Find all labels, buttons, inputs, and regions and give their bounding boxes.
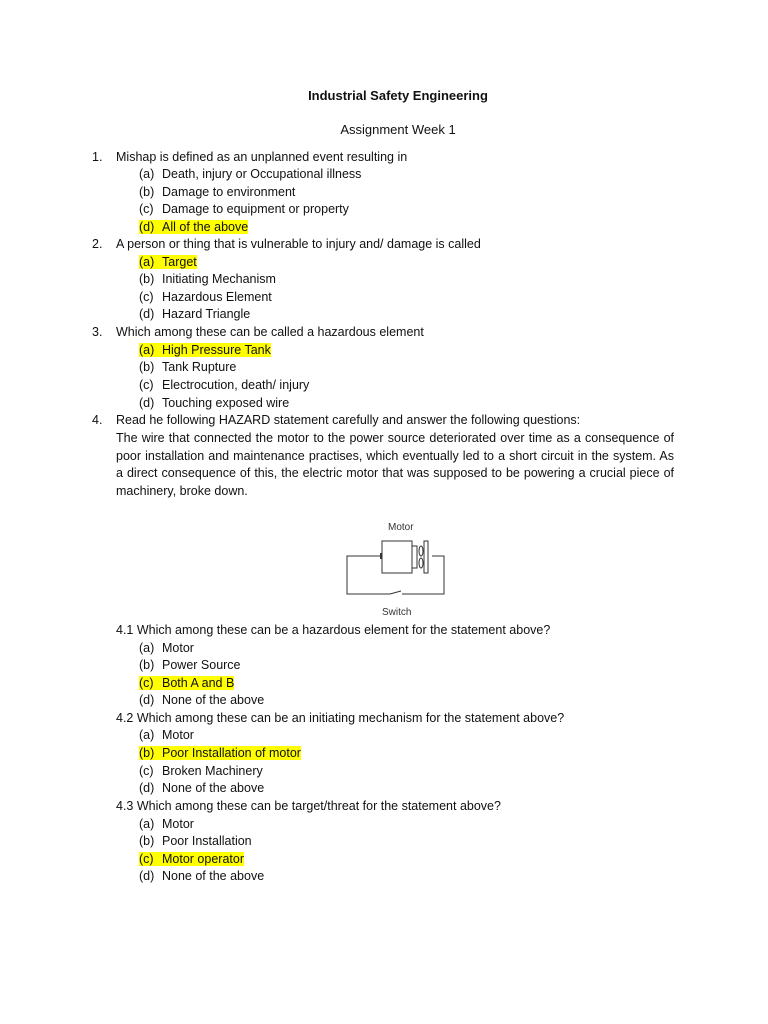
fan-blade bbox=[419, 558, 423, 568]
option-text: None of the above bbox=[162, 693, 265, 707]
option-label: (b) bbox=[139, 185, 155, 199]
option-text: Tank Rupture bbox=[162, 360, 237, 374]
answer-option bbox=[139, 377, 309, 394]
option-text: Motor bbox=[162, 641, 194, 655]
answer-option-highlighted bbox=[139, 254, 197, 271]
answer-option bbox=[139, 201, 349, 218]
answer-option bbox=[139, 657, 241, 674]
option-text: Electrocution, death/ injury bbox=[162, 378, 310, 392]
option-text: Both A and B bbox=[162, 676, 235, 690]
answer-option bbox=[139, 816, 194, 833]
option-text: None of the above bbox=[162, 869, 265, 883]
answer-option bbox=[139, 780, 264, 797]
subquestion-text: 4.1 Which among these can be a hazardous element for the statement above? bbox=[116, 623, 551, 637]
option-text: Damage to equipment or property bbox=[162, 202, 349, 216]
option-label: (a) bbox=[139, 255, 155, 269]
option-label: (d) bbox=[139, 693, 155, 707]
option-text: Motor operator bbox=[162, 852, 244, 866]
motor-icon bbox=[382, 541, 412, 573]
option-text: Hazardous Element bbox=[162, 290, 272, 304]
hazard-statement-paragraph: The wire that connected the motor to the power source deteriorated over time as a consequence of poor installation and maintenance practises, which eventually led to a short circuit in the system. As a direct consequence of this, the electric motor that was supposed to be powering a crucial piece of machinery, broke down. bbox=[116, 431, 674, 499]
option-text: High Pressure Tank bbox=[162, 343, 271, 357]
answer-option bbox=[139, 763, 263, 780]
question-number: 1. bbox=[92, 150, 103, 164]
answer-option bbox=[139, 833, 252, 850]
document-subtitle: Assignment Week 1 bbox=[340, 122, 456, 137]
option-label: (b) bbox=[139, 272, 155, 286]
question-text: Read he following HAZARD statement carefully and answer the following questions: bbox=[116, 413, 581, 427]
question-number: 4. bbox=[92, 413, 103, 427]
option-label: (a) bbox=[139, 728, 155, 742]
option-text: All of the above bbox=[162, 220, 249, 234]
option-label: (d) bbox=[139, 307, 155, 321]
question-number: 2. bbox=[92, 237, 103, 251]
answer-option bbox=[139, 868, 264, 885]
answer-option bbox=[139, 166, 361, 183]
answer-option-highlighted bbox=[139, 219, 248, 236]
switch-label: Switch bbox=[382, 607, 412, 618]
option-text: Hazard Triangle bbox=[162, 307, 251, 321]
option-label: (a) bbox=[139, 641, 155, 655]
option-text: Poor Installation of motor bbox=[162, 746, 301, 760]
option-label: (c) bbox=[139, 290, 154, 304]
option-text: None of the above bbox=[162, 781, 265, 795]
question-text: Mishap is defined as an unplanned event resulting in bbox=[116, 150, 408, 164]
motor-end-cap bbox=[412, 546, 417, 568]
question-text: A person or thing that is vulnerable to injury and/ damage is called bbox=[116, 237, 481, 251]
option-label: (d) bbox=[139, 220, 155, 234]
option-label: (d) bbox=[139, 781, 155, 795]
fan-blade bbox=[419, 546, 423, 556]
option-label: (b) bbox=[139, 658, 155, 672]
subquestion-text: 4.2 Which among these can be an initiating mechanism for the statement above? bbox=[116, 711, 565, 725]
option-text: Broken Machinery bbox=[162, 764, 263, 778]
option-label: (c) bbox=[139, 764, 154, 778]
answer-option bbox=[139, 727, 194, 744]
option-label: (b) bbox=[139, 746, 155, 760]
answer-option bbox=[139, 692, 264, 709]
option-label: (c) bbox=[139, 676, 154, 690]
switch-icon bbox=[390, 591, 401, 594]
option-text: Damage to environment bbox=[162, 185, 296, 199]
answer-option bbox=[139, 395, 289, 412]
question-text: Which among these can be called a hazardous element bbox=[116, 325, 424, 339]
question-number: 3. bbox=[92, 325, 103, 339]
answer-option-highlighted bbox=[139, 675, 234, 692]
option-label: (a) bbox=[139, 817, 155, 831]
answer-option bbox=[139, 271, 276, 288]
option-label: (c) bbox=[139, 852, 154, 866]
option-label: (a) bbox=[139, 167, 155, 181]
answer-option-highlighted bbox=[139, 745, 301, 762]
option-text: Death, injury or Occupational illness bbox=[162, 167, 362, 181]
option-text: Poor Installation bbox=[162, 834, 252, 848]
option-label: (b) bbox=[139, 360, 155, 374]
option-label: (c) bbox=[139, 378, 154, 392]
subquestion-text: 4.3 Which among these can be target/threat for the statement above? bbox=[116, 799, 501, 813]
option-label: (d) bbox=[139, 396, 155, 410]
answer-option-highlighted bbox=[139, 342, 271, 359]
answer-option-highlighted bbox=[139, 851, 244, 868]
answer-option bbox=[139, 184, 295, 201]
answer-option bbox=[139, 359, 236, 376]
document-title: Industrial Safety Engineering bbox=[308, 88, 488, 103]
answer-option bbox=[139, 640, 194, 657]
option-text: Touching exposed wire bbox=[162, 396, 290, 410]
option-text: Target bbox=[162, 255, 197, 269]
answer-option bbox=[139, 306, 250, 323]
option-text: Motor bbox=[162, 817, 194, 831]
option-text: Initiating Mechanism bbox=[162, 272, 276, 286]
option-label: (d) bbox=[139, 869, 155, 883]
motor-label: Motor bbox=[388, 522, 414, 533]
option-label: (a) bbox=[139, 343, 155, 357]
option-text: Power Source bbox=[162, 658, 241, 672]
option-label: (b) bbox=[139, 834, 155, 848]
option-text: Motor bbox=[162, 728, 194, 742]
fan-housing bbox=[424, 541, 428, 573]
option-label: (c) bbox=[139, 202, 154, 216]
answer-option bbox=[139, 289, 272, 306]
motor-circuit-diagram bbox=[340, 516, 450, 620]
